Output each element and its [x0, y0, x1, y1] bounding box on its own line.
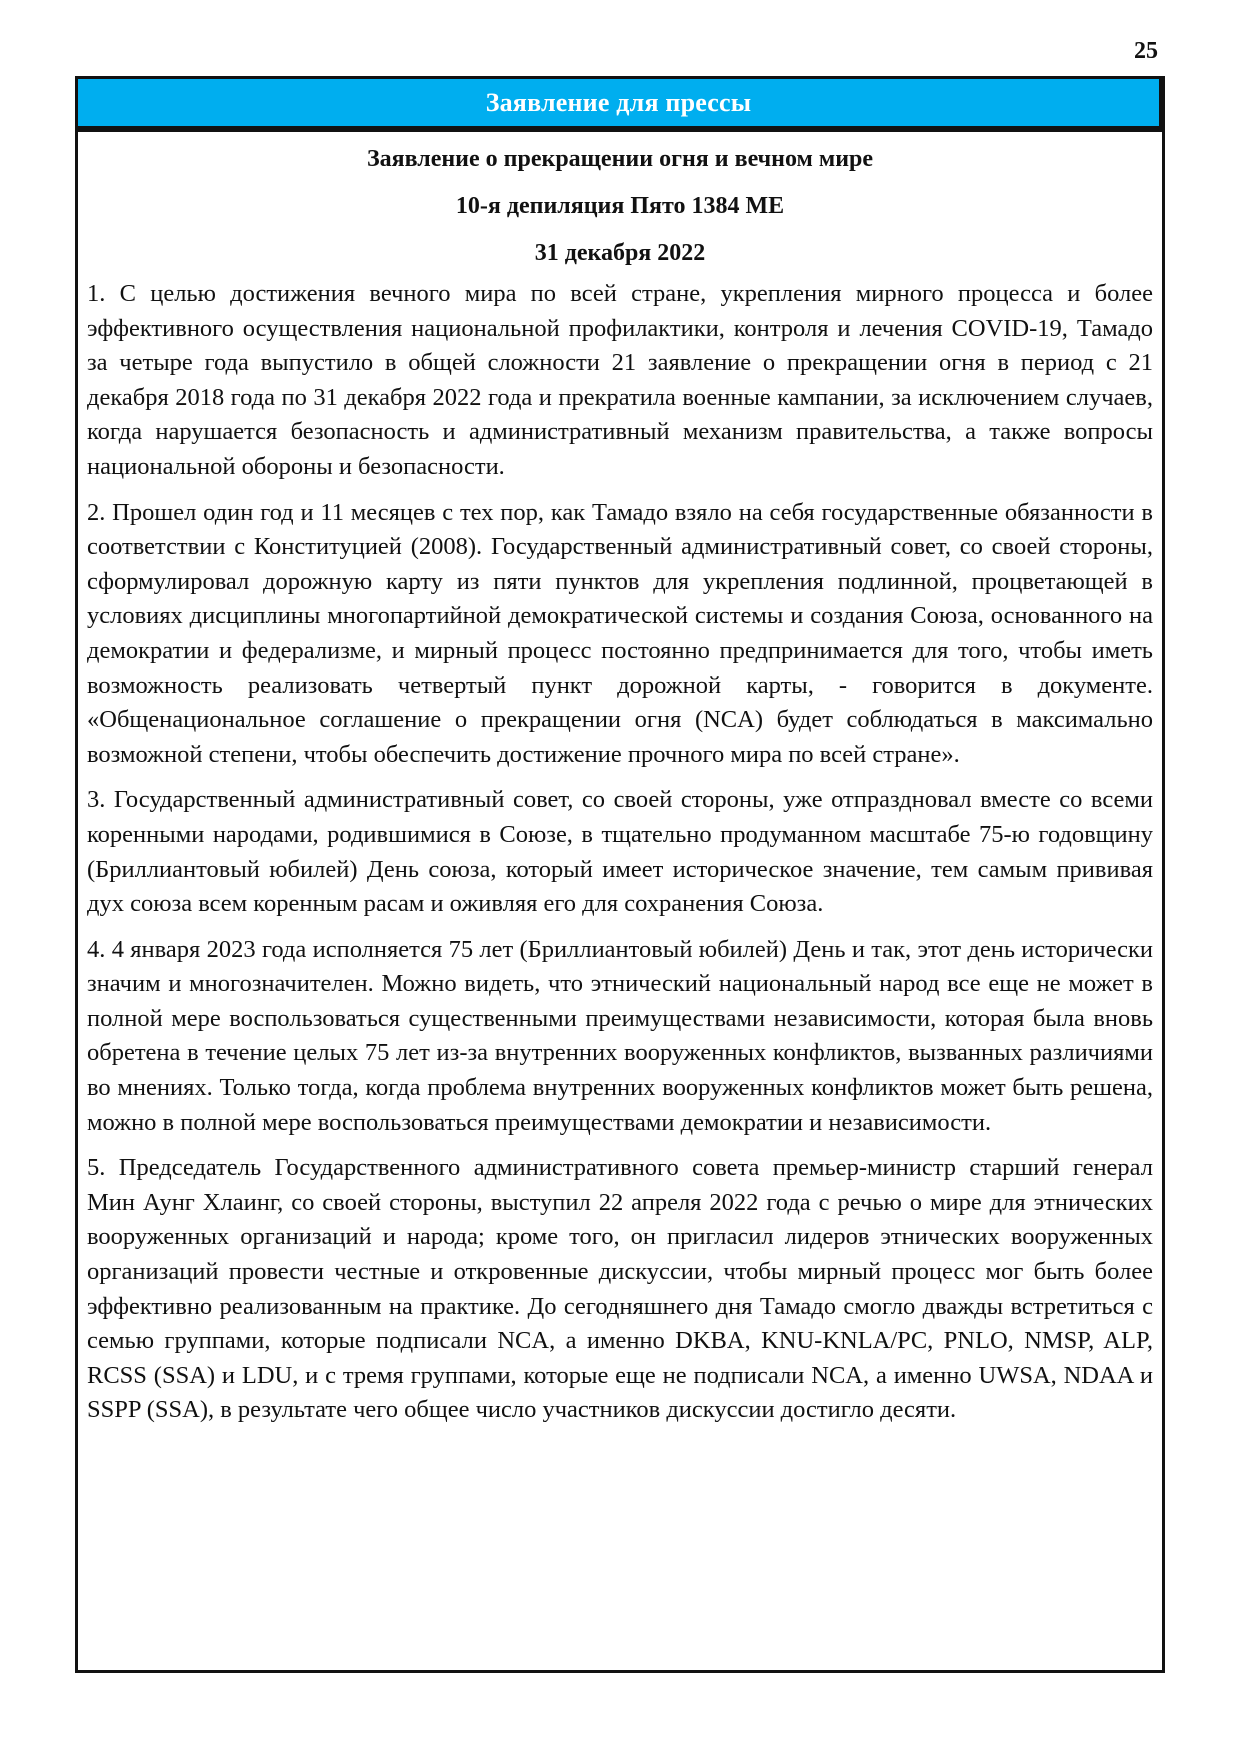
banner-title: Заявление для прессы: [485, 87, 752, 117]
statement-box: [75, 132, 1165, 1673]
statement-date-myanmar: 10-я депиляция Пято 1384 ME: [455, 193, 785, 219]
statement-date: 31 декабря 2022: [534, 240, 706, 266]
page-number: 25: [1134, 38, 1158, 64]
paragraph-5: 5. Председатель Государственного административного совета премьер-министр старший генерал Мин Аунг Хлаинг, со своей стороны, выступил 22 апреля 2022 года с речью о мире для этнических вооруженных организаций и народа; кроме того, он пригласил лидеров этнических вооруженных организаций провести честные и откровенные дискуссии, чтобы мирный процесс мог быть более эффективно реализованным на практике. До сегодняшнего дня Тамадо смогло дважды встретиться с семью группами, которые подписали NCA, а именно DKBA, KNU-KNLA/PC, PNLO, NMSP, ALP, RCSS (SSA) и LDU, и с тремя группами, которые еще не подписали NCA, а именно UWSA, NDAA и SSPP (SSA), в результате чего общее число участников дискуссии достигло десяти.: [87, 1154, 1153, 1424]
paragraph-3: 3. Государственный административный совет, со своей стороны, уже отпраздновал вместе со всеми коренными народами, родившимися в Союзе, в тщательно продуманном масштабе 75-ю годовщину (Бриллиантовый юбилей) День союза, который имеет историческое значение, тем самым прививая дух союза всем коренным расам и оживляя его для сохранения Союза.: [87, 786, 1153, 918]
press-release-banner: [75, 76, 1165, 132]
paragraph-4: 4. 4 января 2023 года исполняется 75 лет (Бриллиантовый юбилей) День и так, этот день исторически значим и многозначителен. Можно видеть, что этнический национальный народ все еще не может в полной мере воспользоваться существенными преимуществами независимости, которая была вновь обретена в течение целых 75 лет из-за внутренних вооруженных конфликтов, вызванных различиями во мнениях. Только тогда, когда проблема внутренних вооруженных конфликтов может быть решена, можно в полной мере воспользоваться преимуществами демократии и независимости.: [87, 935, 1153, 1136]
paragraph-2: 2. Прошел один год и 11 месяцев с тех пор, как Тамадо взяло на себя государственные обязанности в соответствии с Конституцией (2008). Государственный административный совет, со своей стороны, сформулировал дорожную карту из пяти пунктов для укрепления подлинной, процветающей в условиях дисциплины многопартийной демократической системы и создания Союза, основанного на демократии и федерализме, и мирный процесс постоянно предпринимается для того, чтобы иметь возможность реализовать четвертый пункт дорожной карты, - говорится в документе. «Общенациональное соглашение о прекращении огня (NCA) будет соблюдаться в максимально возможной степени, чтобы обеспечить достижение прочного мира по всей стране».: [87, 498, 1153, 768]
paragraph-1: 1. С целью достижения вечного мира по всей стране, укрепления мирного процесса и более эффективного осуществления национальной профилактики, контроля и лечения COVID-19, Тамадо за четыре года выпустило в общей сложности 21 заявление о прекращении огня в период с 21 декабря 2018 года по 31 декабря 2022 года и прекратила военные кампании, за исключением случаев, когда нарушается безопасность и административный механизм правительства, а также вопросы национальной обороны и безопасности.: [87, 280, 1153, 480]
statement-title: Заявление о прекращении огня и вечном мире: [366, 146, 874, 172]
